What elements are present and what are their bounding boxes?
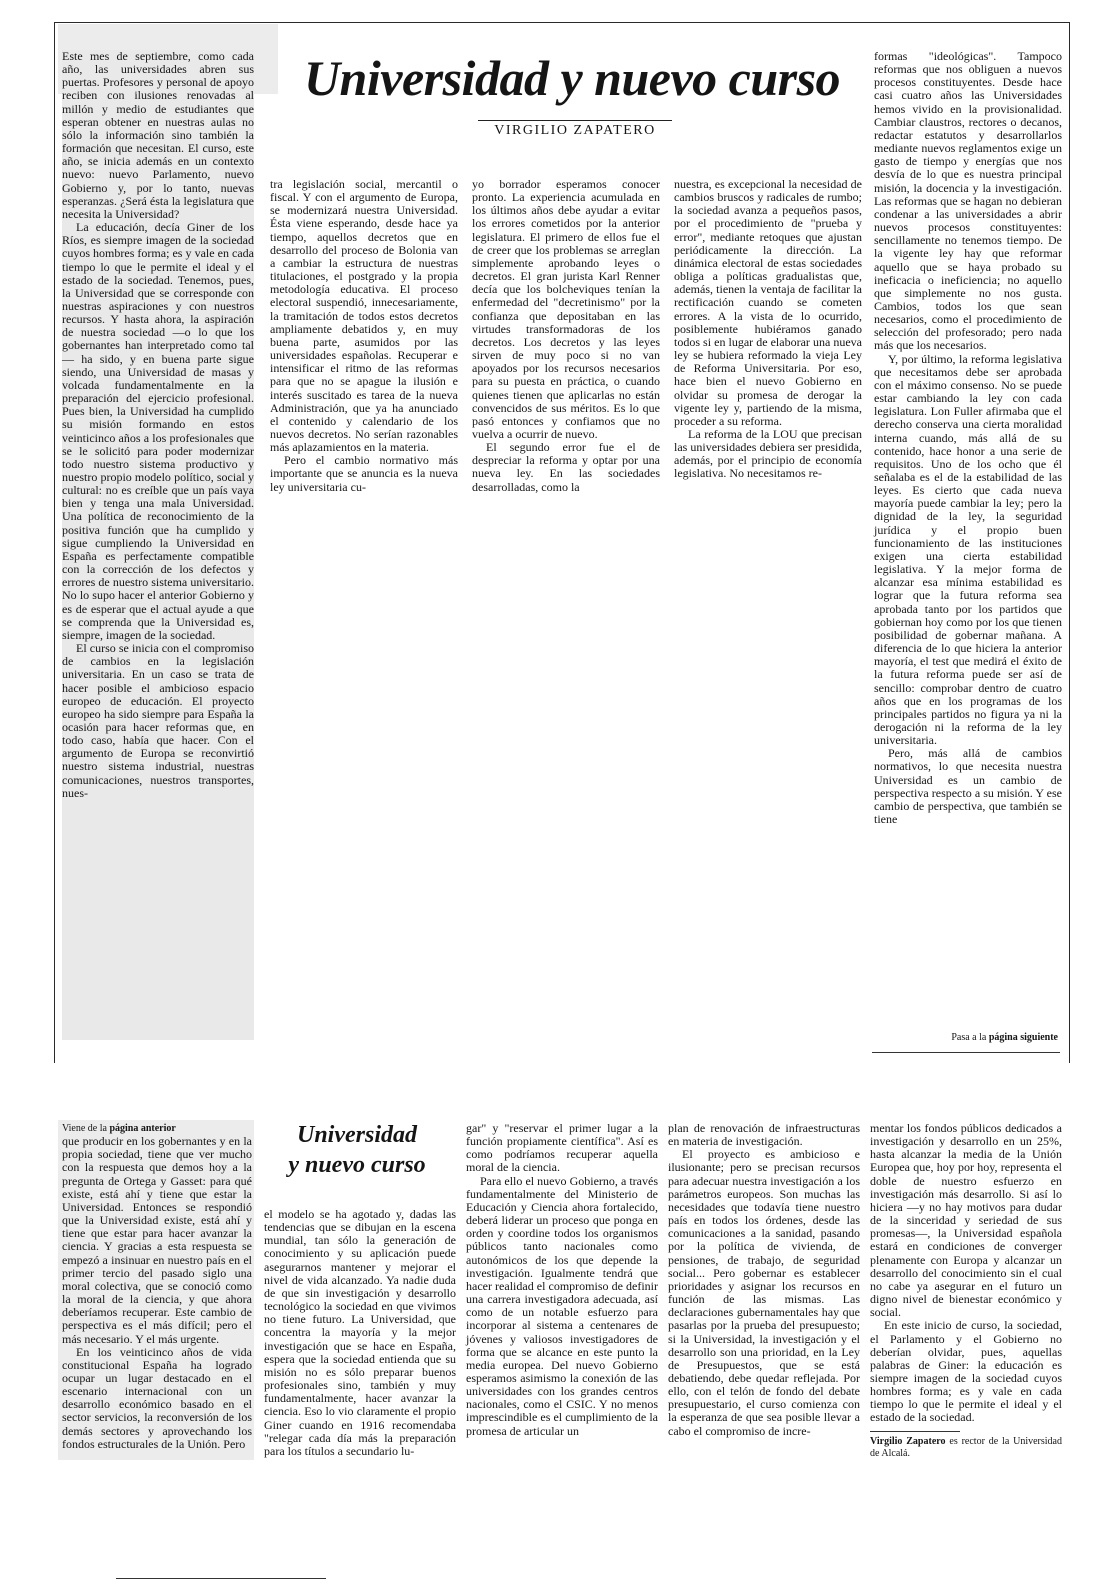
- continuation-headline-line-2: y nuevo curso: [288, 1152, 426, 1178]
- article-column-2: [270, 178, 458, 494]
- article-end-rule: [872, 1052, 1060, 1053]
- paragraph: El proyecto es ambicioso e ilusionante; pero se precisan recursos para adecuar nuestra investigación a los parámetros europeos. Son muchas las necesidades que todavía tiene nuestro país en todos los órdenes, desde las comunicaciones a la sanidad, pasando por la política de vivienda, de pensiones, de trabajo, de seguridad social... Pero gobernar es establecer prioridades y asignar los recursos en función de las mismas. Las declaraciones gubernamentales hay que pasarlas por la prueba del presupuesto; si la Universidad, la investigación y el desarrollo son una prioridad, en la Ley de Presupuestos, que se está debatiendo, debe quedar reflejada. Por ello, con el telón de fondo del debate presupuestario, el curso comienza con la esperanza de que sea posible llevar a cabo el compromiso de incre-: [668, 1147, 860, 1438]
- article-column-1: [62, 50, 254, 1040]
- paragraph: yo borrador esperamos conocer pronto. La experiencia acumulada en los últimos años debe ayudar a evitar los errores cometidos por la anterior legislatura. El primero de ellos fue el de creer que los problemas se arreglan simplemente aprobando leyes o decretos. El gran jurista Karl Renner decía que los bolcheviques tenían la enfermedad del "decretinismo" por la confianza que depositaban en las virtudes transformadoras de los decretos. Los decretos y las leyes sirven de muy poco si no van apoyados por los recursos necesarios para su puesta en práctica, o cuando quienes tienen que aplicarlas no están convencidos de sus méritos. Es lo que pasó entonces y confiamos que no vuelva a ocurrir de nuevo.: [472, 177, 660, 441]
- paragraph: el modelo se ha agotado y, dadas las tendencias que se dibujan en la escena mundial, tan sólo la generación de conocimiento y su aplicación puede asegurarnos mantener y mejorar el nivel de vida alcanzado. Ya nadie duda de que sin investigación y desarrollo tecnológico la sociedad en que vivimos no tiene futuro. La Universidad, que concentra la mayoría y la mejor investigación que se hace en España, espera que la sociedad entienda que su misión no es sólo preparar buenos profesionales sino, también y muy fundamentalmente, hacer avanzar la ciencia. Eso lo vio claramente el propio Giner cuando en 1916 recomendaba "relegar cada día más la preparación para los títulos a secundario lu-: [264, 1207, 456, 1458]
- paragraph: La educación, decía Giner de los Ríos, es siempre imagen de la sociedad cuyos hombres forma; es y vale en cada tiempo lo que le permite el ideal y el estado de la sociedad. Tenemos, pues, la Universidad que se corresponde con nuestras aspiraciones y con nuestros recursos. Y hasta ahora, la aspiración de nuestra sociedad —o lo que los gobernantes han interpretado como tal— ha sido, y en buena parte sigue siendo, una Universidad de masas y volcada fundamentalmente en la preparación del ejercicio profesional. Pues bien, la Universidad ha cumplido su misión formando en estos veinticinco años a los profesionales que se le solicitó para poder modernizar todo nuestro sistema productivo y nuestro propio modelo político, social y cultural: no es creíble que un país vaya bien y tenga una mala Universidad. Una política de reconocimiento de la positiva función que ha cumplido y sigue cumpliendo la Universidad en España es perfectamente compatible con la corrección de los defectos y errores de nuestro sistema universitario. No lo supo hacer el anterior Gobierno y es de esperar que el actual ayude a que se comprenda que la Universidad es, siempre, imagen de la sociedad.: [62, 220, 254, 642]
- paragraph: El segundo error fue el de despreciar la reforma y optar por una nueva ley. En las sociedades desarrolladas, como la: [472, 440, 660, 494]
- paragraph: que producir en los gobernantes y en la propia sociedad, tiene que ver mucho con la respuesta que demos hoy a la pregunta de Ortega y Gasset: para qué existe, está ahí y tiene que estar la Universidad. Entonces se respondió que la Universidad existe, está ahí y tiene que estar para hacer avanzar la ciencia. Y gracias a esta respuesta se empezó a insinuar en nuestro país en el primer tercio del pasado siglo una moral colectiva, que se conoció como la moral de la ciencia, y que ahora deberíamos recuperar. Este cambio de perspectiva es el más difícil; pero el más necesario. Y el más urgente.: [62, 1134, 252, 1346]
- paragraph: gar" y "reservar el primer lugar a la función propiamente científica". Así es como podríamos recuperar aquella moral de la ciencia.: [466, 1121, 658, 1175]
- continuation-headline-line-1: Universidad: [297, 1122, 417, 1148]
- continued-note: [874, 1032, 1058, 1043]
- paragraph: En este inicio de curso, la sociedad, el Parlamento y el Gobierno no deberían olvidar, pues, aquellas palabras de Giner: la educación es siempre imagen de la sociedad cuyos hombres forma; es y vale en cada tiempo lo que le permite el ideal y el estado de la sociedad.: [870, 1318, 1062, 1425]
- paragraph: plan de renovación de infraestructuras en materia de investigación.: [668, 1121, 860, 1149]
- author-note: [870, 1436, 1062, 1460]
- paragraph: Y, por último, la reforma legislativa que necesitamos debe ser aprobada con el máximo consenso. No se puede estar cambiando la ley con cada legislatura. Lon Fuller afirmaba que el derecho conserva una cierta moralidad interna cuando, más allá de su contenido, hace honor a una serie de requisitos. Uno de los ocho que él señalaba es el de la estabilidad de las leyes. Es cierto que cada nueva mayoría puede cambiar la ley; pero la dignidad de la ley, la seguridad jurídica y el propio buen funcionamiento de las instituciones exigen una cierta estabilidad legislativa. Y la mejor forma de alcanzar esa mínima estabilidad es lograr que la futura reforma sea aprobada tanto por los partidos que gobiernan hoy como por los que tienen posibilidad de gobernar mañana. A diferencia de lo que hiciera la anterior mayoría, el test que medirá el éxito de la futura reforma puede ser así de sencillo: comprobar dentro de cuatro años que en los programas de los principales partidos no figura ya ni la derogación ni la reforma de la ley universitaria.: [874, 351, 1062, 748]
- paragraph: La reforma de la LOU que precisan las universidades debiera ser presidida, además, por el principio de economía legislativa. No necesitamos re-: [674, 426, 862, 481]
- continuation-column-4: [668, 1122, 860, 1438]
- paragraph: El curso se inicia con el compromiso de cambios en la legislación universitaria. En un caso se trata de hacer posible el ambicioso espacio europeo de educación. El proyecto europeo ha sido siempre para España la ocasión para hacer reformas que, en todo caso, había que hacer. Con el argumento de Europa se reconvirtió nuestro sistema industrial, nuestras comunicaciones, nuestros transportes, nues-: [62, 641, 254, 800]
- continued-prefix: Pasa a la: [951, 1032, 987, 1043]
- paragraph: Pero el cambio normativo más importante que se anuncia es la nueva ley universitaria cu-: [270, 453, 458, 494]
- paragraph: Pero, más allá de cambios normativos, lo que necesita nuestra Universidad es un cambio de perspectiva respecto a su misión. Y ese cambio de perspectiva, que también se tiene: [874, 746, 1062, 827]
- continuation-column-5: [870, 1122, 1062, 1460]
- paragraph: nuestra, es excepcional la necesidad de cambios bruscos y radicales de rumbo; la sociedad avanza a pequeños pasos, por el procedimiento de "prueba y error", mediante retoques que ajustan periódicamente la dirección. La dinámica electoral de estas sociedades obliga a políticas gradualistas que, además, tienen la ventaja de facilitar la rectificación cuando se cometen errores. A la vista de lo ocurrido, posiblemente hubiéramos ganado todos si en lugar de elaborar una nueva ley se hubiera reformado la vieja Ley de Reforma Universitaria. Por eso, hace bien el nuevo Gobierno en olvidar su promesa de derogar la vigente ley y, partiendo de la misma, proceder a su reforma.: [674, 177, 862, 428]
- viene-link: página anterior: [109, 1123, 176, 1134]
- article-column-4: [674, 178, 862, 481]
- article-byline: VIRGILIO ZAPATERO: [478, 120, 672, 139]
- continuation-column-1: [62, 1122, 252, 1451]
- paragraph: formas "ideológicas". Tampoco reformas que nos obliguen a nuevos procesos constituyentes. Desde hace casi cuatro años las Universidades hemos vivido en la provisionalidad. Cambiar claustros, rectores o decanos, redactar estatutos y desarrollarlos mediante nuevos reglamentos exige un gasto de tiempo y energías que nos desvía de lo que es nuestra principal misión, la docencia y la investigación. Las reformas que se hagan no debieran condenar a las universidades a abrir nuevos procesos constituyentes: sencillamente no tenemos tiempo. De la vigente ley hay que reformar aquello que se haya probado su ineficacia o ineficiencia; no aquello que simplemente no nos gusta. Cambios, todos los que sean necesarios, como el procedimiento de selección del profesorado; pero nada más que los necesarios.: [874, 49, 1062, 353]
- article-column-5: [874, 50, 1062, 1026]
- paragraph: mentar los fondos públicos dedicados a investigación y desarrollo en un 25%, hasta alcanzar la media de la Unión Europea que, hoy por hoy, representa el doble de nuestro esfuerzo en investigación más desarrollo. Si así lo hiciera —y no hay motivos para dudar de la sinceridad y seriedad de sus promesas—, la Universidad española estará en condiciones de converger plenamente con Europa y alcanzar un desarrollo del conocimiento sin el cual no cabe ya asegurar en el futuro un digno nivel de bienestar económico y social.: [870, 1121, 1062, 1320]
- bottom-rule: [116, 1578, 326, 1579]
- continuation-column-3: [466, 1122, 658, 1438]
- author-note-rule: [870, 1431, 960, 1432]
- author-name: Virgilio Zapatero: [870, 1435, 946, 1447]
- article-column-3: [472, 178, 660, 494]
- paragraph: En los veinticinco años de vida constitucional España ha logrado ocupar un lugar destacado en el escenario internacional con un desarrollo económico basado en el sector servicios, la reconversión de los demás sectores y aprovechando los fondos estructurales de la Unión. Pero: [62, 1344, 252, 1451]
- article-headline: Universidad y nuevo curso: [303, 50, 841, 106]
- continuation-column-2: [264, 1208, 456, 1458]
- paragraph: Para ello el nuevo Gobierno, a través fundamentalmente del Ministerio de Educación y Ciencia ahora fortalecido, deberá liderar un proceso que ponga en orden y coordine todos los organismos públicos tanto nacionales como autonómicos de los que depende la investigación. Igualmente tendrá que hacer realidad el compromiso de definir una carrera investigadora adecuada, así como de un notable esfuerzo para incorporar al sistema a centenares de jóvenes y valiosos investigadores de forma que se alcance en este punto la media europea. Del nuevo Gobierno esperamos asimismo la conexión de las universidades con los grandes centros nacionales, como el CSIC. Y no menos imprescindible es el cumplimiento de la promesa de articular un: [466, 1173, 658, 1438]
- author-description: es rector de la Universidad de Alcalá.: [870, 1435, 1062, 1459]
- paragraph: Este mes de septiembre, como cada año, las universidades abren sus puertas. Profesores y personal de apoyo reciben con ilusiones renovadas al millón y medio de estudiantes que esperan obtener en nuestras aulas no sólo la información sino también la formación que necesitan. El curso, este año, se inicia además en un contexto nuevo: nuevo Parlamento, nuevo Gobierno y, por lo tanto, nuevas esperanzas. ¿Será ésta la legislatura que necesita la Universidad?: [62, 49, 254, 221]
- paragraph: tra legislación social, mercantil o fiscal. Y con el argumento de Europa, se modernizará nuestra Universidad. Ésta viene esperando, desde hace ya tiempo, aquellos decretos que en desarrollo del proceso de Bolonia van a cambiar la estructura de nuestras titulaciones, el postgrado y la propia metodología educativa. El proceso electoral suspendió, innecesariamente, la tramitación de todos estos decretos ampliamente debatidos y, en muy buena parte, asumidos por las universidades españolas. Recuperar e intensificar el ritmo de las reformas para que no se apague la ilusión e interés suscitado es tarea de la nueva Administración, que ya ha anunciado el contenido y calendario de los nuevos decretos. No serían razonables más aplazamientos en la materia.: [270, 177, 458, 455]
- continued-link: página siguiente: [988, 1032, 1058, 1043]
- continuation-headline: [262, 1120, 452, 1180]
- viene-prefix: Viene de la: [62, 1123, 107, 1134]
